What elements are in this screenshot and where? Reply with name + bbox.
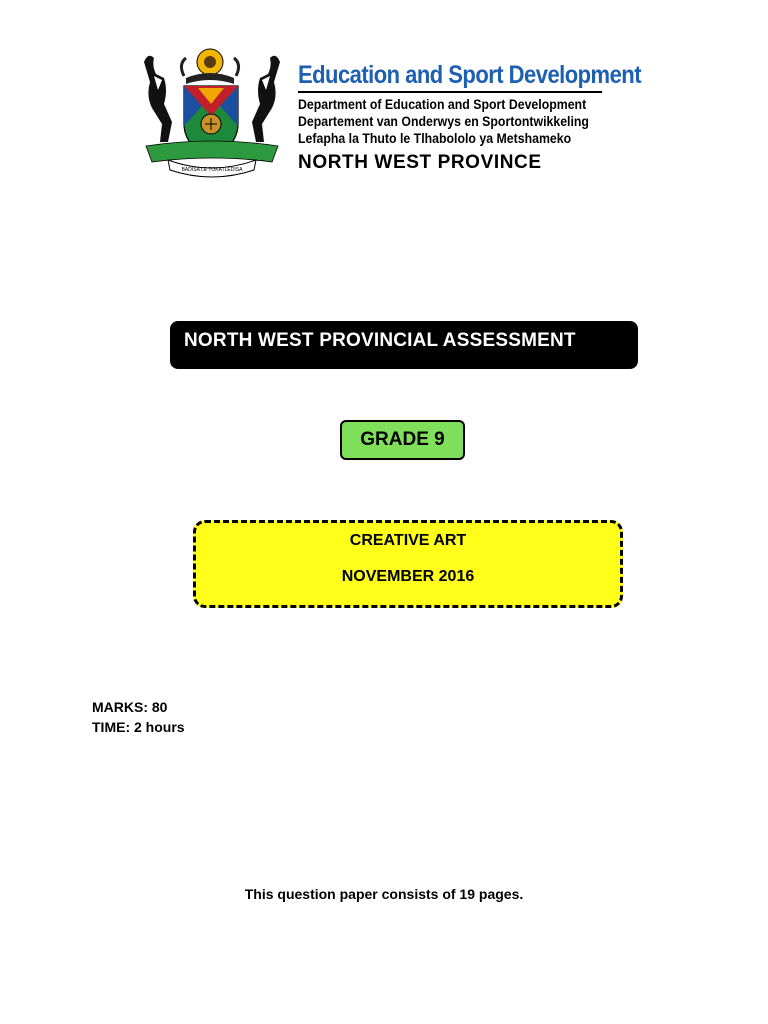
assessment-banner <box>170 321 638 369</box>
subject-name: CREATIVE ART <box>349 532 467 549</box>
department-title: Education and Sport Development <box>298 61 642 89</box>
assessment-banner-label: NORTH WEST PROVINCIAL ASSESSMENT <box>184 330 576 351</box>
department-line-afrikaans: Departement van Onderwys en Sportontwikkeling <box>298 113 589 129</box>
time-label: TIME: 2 hours <box>92 719 185 735</box>
right-antelope-icon <box>252 56 280 142</box>
exam-date: NOVEMBER 2016 <box>341 568 475 585</box>
grade-box <box>340 420 465 460</box>
marks-label: MARKS: 80 <box>92 699 168 715</box>
subject-box <box>193 520 623 608</box>
department-line-setswana: Lefapha la Thuto le Tlhabololo ya Metshameko <box>298 130 572 146</box>
department-line-english: Department of Education and Sport Development <box>298 96 587 112</box>
coat-of-arms-icon <box>138 46 286 180</box>
department-header <box>298 60 642 175</box>
province-name: NORTH WEST PROVINCE <box>298 152 542 173</box>
exam-details <box>92 697 185 737</box>
svg-text:BADISA LE TOKATLEDISA: BADISA LE TOKATLEDISA <box>181 167 243 173</box>
header-divider <box>298 91 602 93</box>
left-antelope-icon <box>144 56 172 142</box>
page-count-note: This question paper consists of 19 pages. <box>244 886 524 902</box>
grade-label: GRADE 9 <box>360 429 445 450</box>
sunflower-icon <box>197 49 223 75</box>
